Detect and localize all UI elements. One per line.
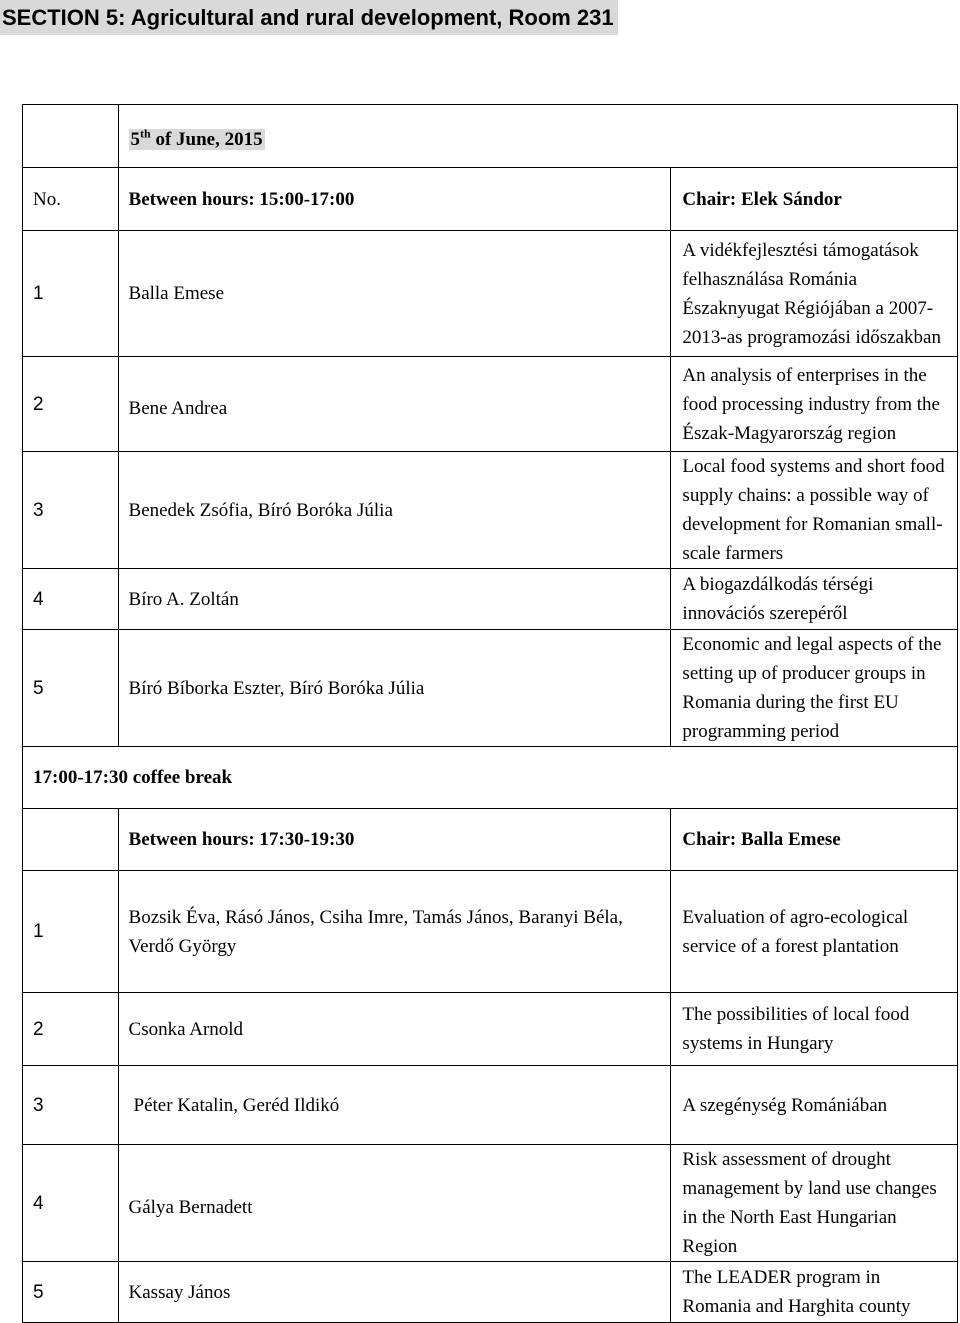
- session-chair: Chair: Balla Emese: [671, 809, 958, 871]
- presenter-name: Bene Andrea: [118, 357, 671, 452]
- presentation-title: Economic and legal aspects of the setting up of producer groups in Romania during the first EU programming period: [671, 630, 958, 747]
- schedule-table: [22, 104, 958, 1323]
- table-row: [23, 871, 958, 993]
- table-row: [23, 357, 958, 452]
- table-row: [23, 630, 958, 747]
- presenter-name: Bíro A. Zoltán: [118, 569, 671, 630]
- row-number: 3: [23, 1066, 119, 1145]
- table-row: [23, 1066, 958, 1145]
- session-header-row: [23, 168, 958, 231]
- row-number: 4: [23, 1145, 119, 1262]
- presentation-title: The possibilities of local food systems in Hungary: [671, 993, 958, 1066]
- table-row: [23, 1262, 958, 1323]
- row-number: 1: [23, 231, 119, 357]
- presenter-name: Péter Katalin, Geréd Ildikó: [118, 1066, 671, 1145]
- table-row: [23, 231, 958, 357]
- presenter-name: Bozsik Éva, Rásó János, Csiha Imre, Tamás János, Baranyi Béla, Verdő György: [118, 871, 671, 993]
- presentation-title: Risk assessment of drought management by land use changes in the North East Hungarian Region: [671, 1145, 958, 1262]
- presenter-name: Gálya Bernadett: [118, 1145, 671, 1262]
- presentation-title: A biogazdálkodás térségi innovációs szerepéről: [671, 569, 958, 630]
- presentation-title: The LEADER program in Romania and Harghita county: [671, 1262, 958, 1323]
- session-date: 5th of June, 2015: [118, 105, 957, 168]
- presentation-title: Evaluation of agro-ecological service of a forest plantation: [671, 871, 958, 993]
- session-header-row: [23, 809, 958, 871]
- row-number: 3: [23, 452, 119, 569]
- presenter-name: Bíró Bíborka Eszter, Bíró Boróka Júlia: [118, 630, 671, 747]
- row-number: 2: [23, 993, 119, 1066]
- presentation-title: A vidékfejlesztési támogatások felhasználása Románia Északnyugat Régiójában a 2007-2013-as programozási időszakban: [671, 231, 958, 357]
- row-number: 1: [23, 871, 119, 993]
- table-row: [23, 993, 958, 1066]
- date-row: [23, 105, 958, 168]
- coffee-break: 17:00-17:30 coffee break: [23, 747, 958, 809]
- presenter-name: Kassay János: [118, 1262, 671, 1323]
- session-hours: Between hours: 17:30-19:30: [118, 809, 671, 871]
- session-hours: Between hours: 15:00-17:00: [118, 168, 671, 231]
- presentation-title: A szegénység Romániában: [671, 1066, 958, 1145]
- row-number: 5: [23, 630, 119, 747]
- presenter-name: Benedek Zsófia, Bíró Boróka Júlia: [118, 452, 671, 569]
- presentation-title: An analysis of enterprises in the food processing industry from the Észak-Magyarország region: [671, 357, 958, 452]
- row-number: 4: [23, 569, 119, 630]
- row-number: 5: [23, 1262, 119, 1323]
- presenter-name: Csonka Arnold: [118, 993, 671, 1066]
- no-column-header: No.: [23, 168, 119, 231]
- row-number: 2: [23, 357, 119, 452]
- coffee-break-row: [23, 747, 958, 809]
- table-row: [23, 569, 958, 630]
- session-chair: Chair: Elek Sándor: [671, 168, 958, 231]
- table-row: [23, 452, 958, 569]
- presenter-name: Balla Emese: [118, 231, 671, 357]
- section-title: SECTION 5: Agricultural and rural development, Room 231: [0, 0, 618, 35]
- presentation-title: Local food systems and short food supply chains: a possible way of development for Romanian small-scale farmers: [671, 452, 958, 569]
- table-row: [23, 1145, 958, 1262]
